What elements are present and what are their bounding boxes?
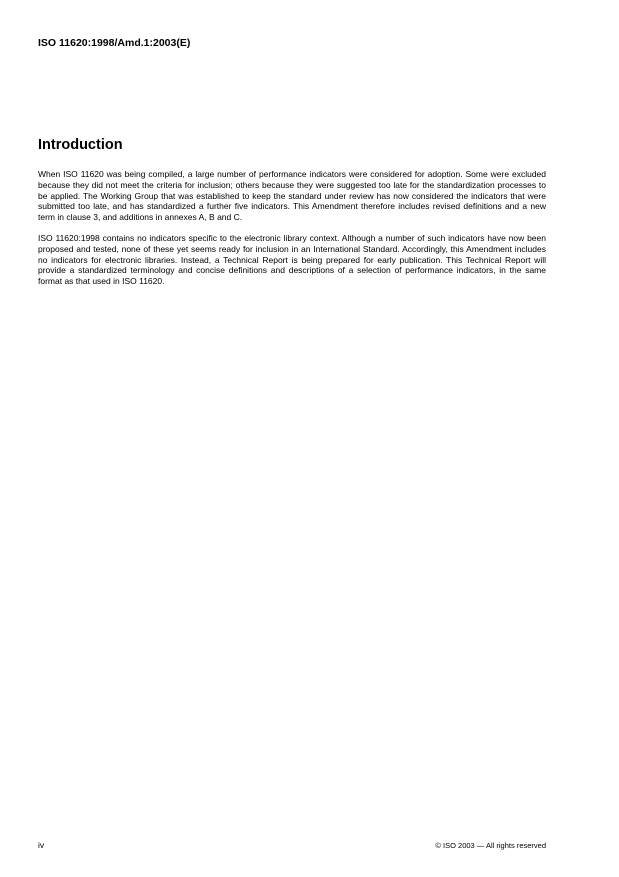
section-title: Introduction bbox=[38, 137, 123, 153]
section-body bbox=[38, 169, 546, 297]
document-header-id: ISO 11620:1998/Amd.1:2003(E) bbox=[38, 37, 191, 49]
copyright-notice: © ISO 2003 — All rights reserved bbox=[435, 841, 546, 850]
paragraph-2: ISO 11620:1998 contains no indicators specific to the electronic library context. Although a number of such indicators have now been proposed and tested, none of these yet seems ready for inclusion in an International Standard. Accordingly, this Amendment includes no indicators for electronic libraries. Instead, a Technical Report is being prepared for early publication. This Technical Report will provide a standardized terminology and concise definitions and descriptions of a selection of performance indicators, in the same format as that used in ISO 11620. bbox=[38, 232, 546, 287]
paragraph-1: When ISO 11620 was being compiled, a large number of performance indicators were considered for adoption. Some were excluded because they did not meet the criteria for inclusion; others because they were suggested too late for the standardization processes to be applied. The Working Group that was established to keep the standard under review has now considered the indicators that were submitted too late, and has standardized a further five indicators. This Amendment therefore includes revised definitions and a new term in clause 3, and additions in annexes A, B and C. bbox=[38, 169, 546, 223]
page-number: iv bbox=[38, 840, 45, 850]
